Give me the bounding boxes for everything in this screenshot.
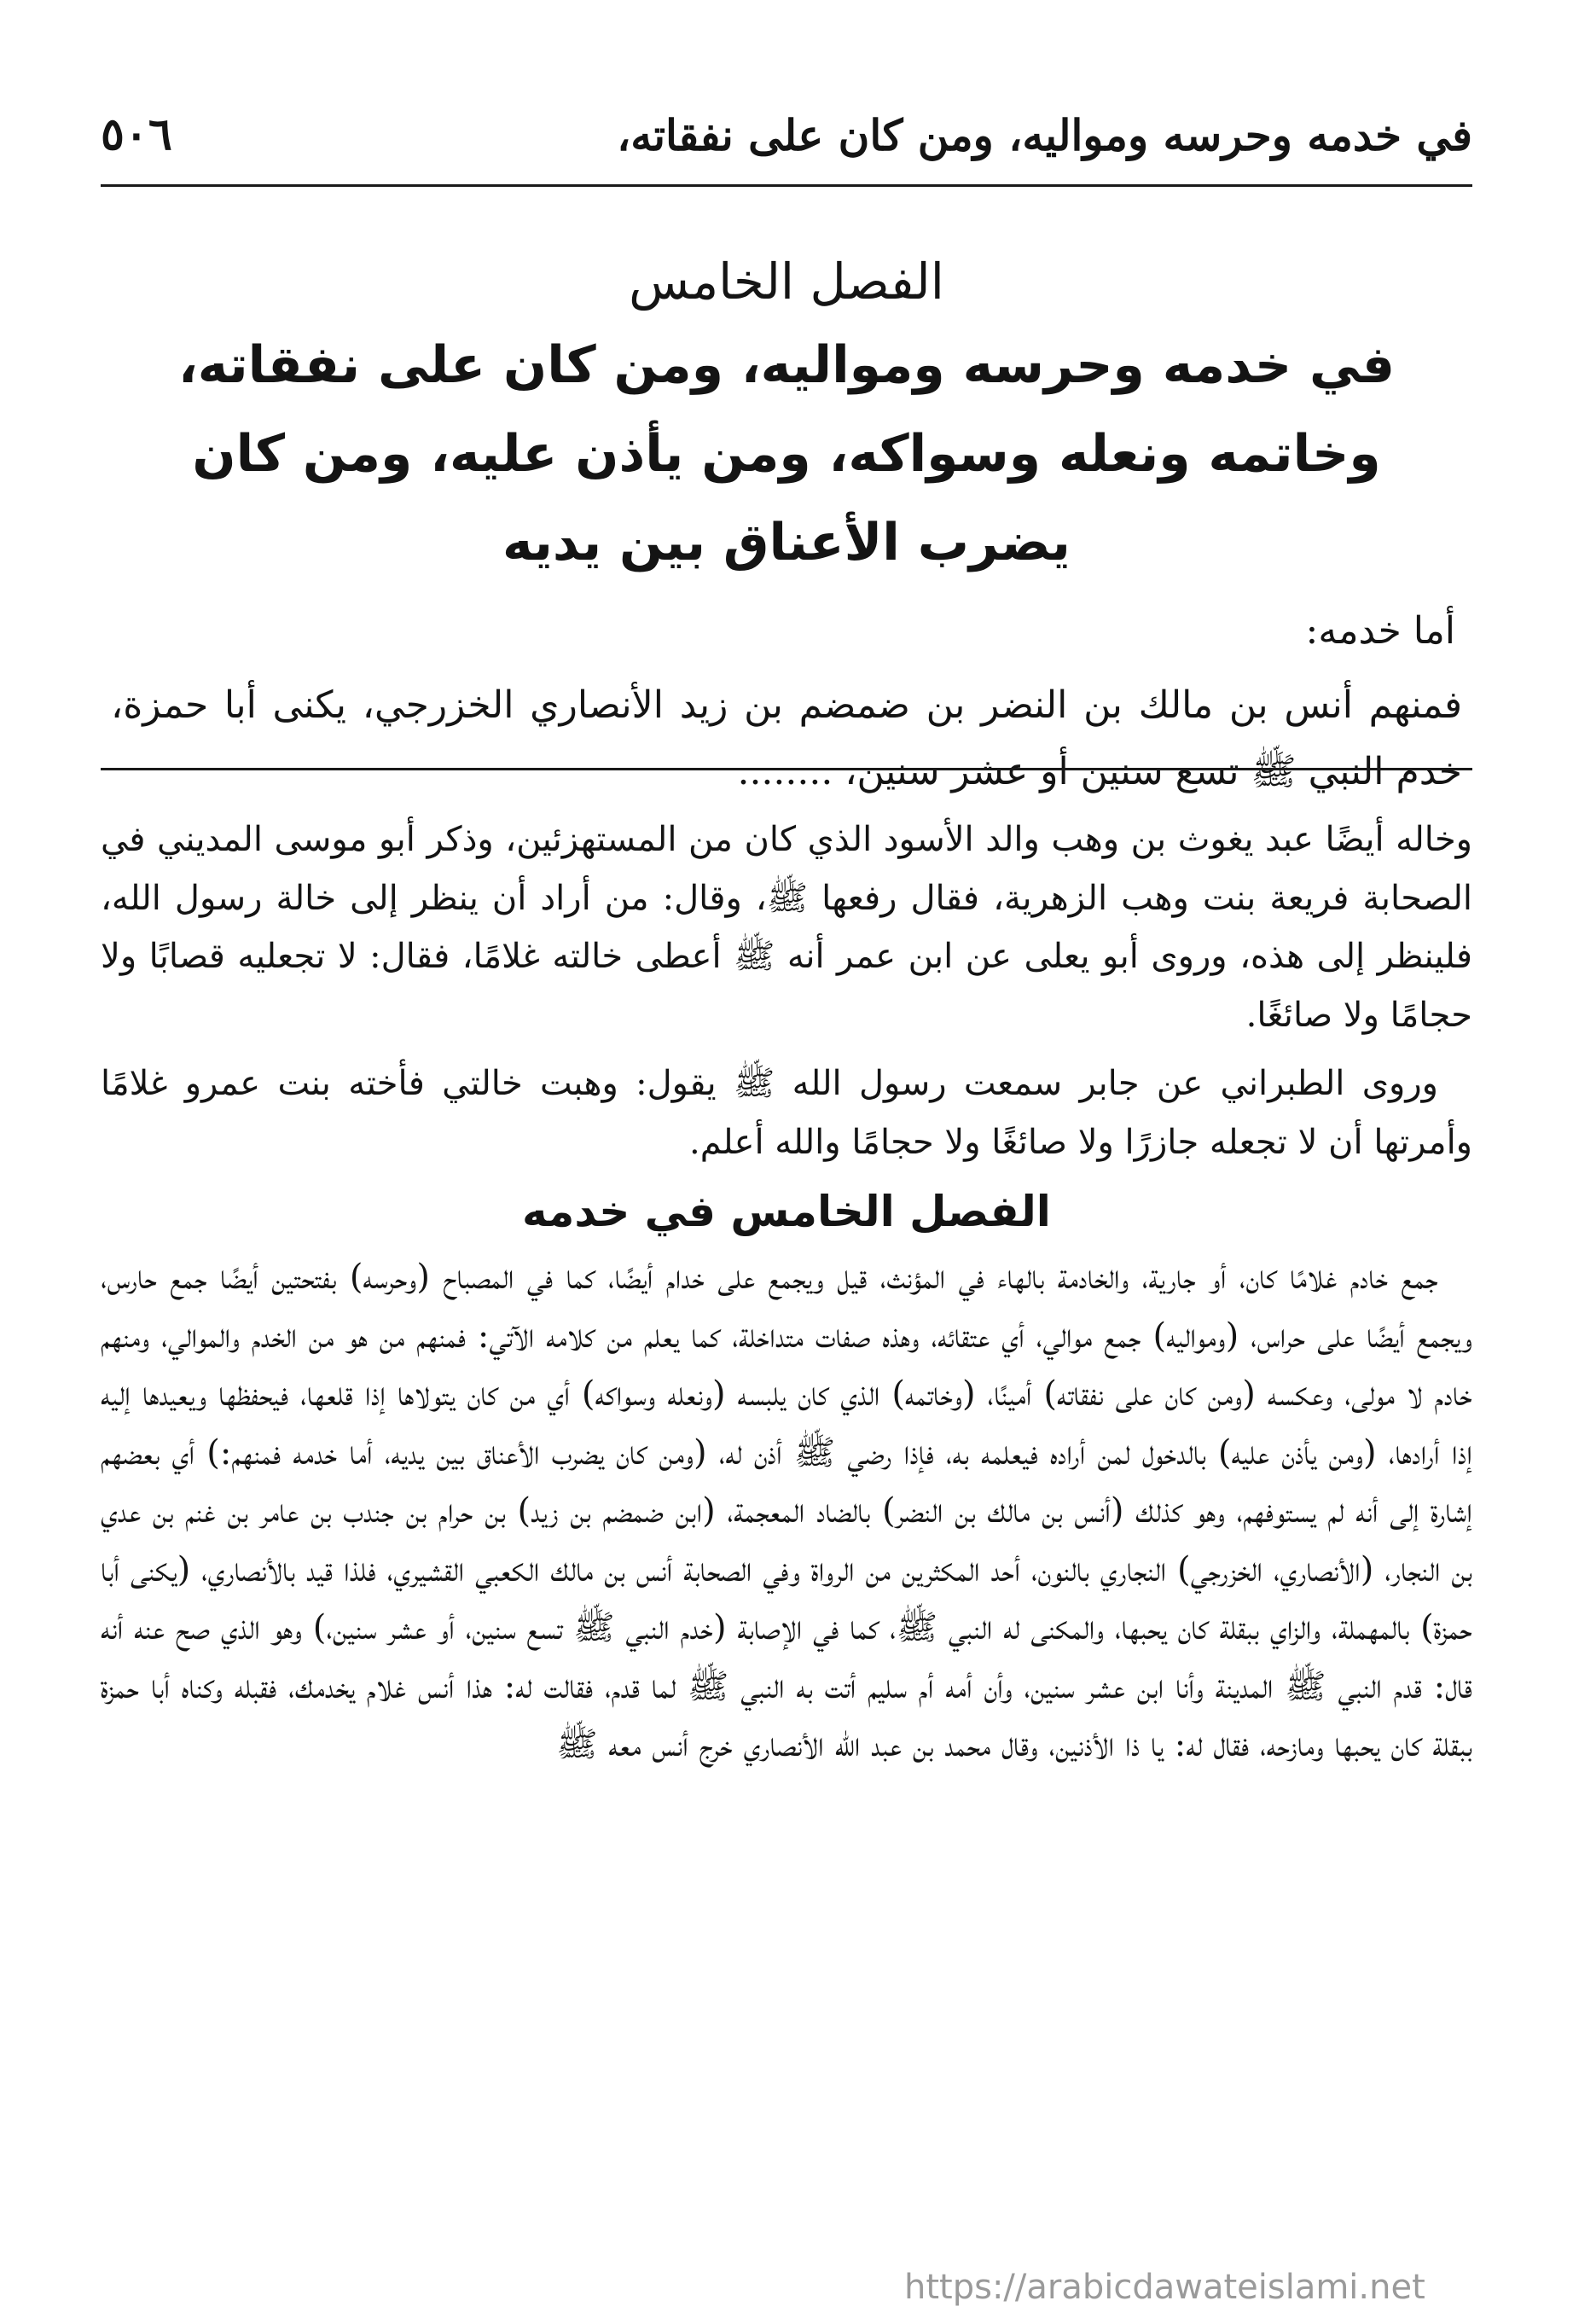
header-rule <box>101 184 1472 187</box>
matn-block <box>111 247 1462 805</box>
section-heading: الفصل الخامس في خدمه <box>522 1187 1051 1236</box>
matn-separator-rule <box>101 768 1472 770</box>
commentary-paragraph-3: جمع خادم غلامًا كان، أو جارية، والخادمة بالهاء في المؤنث، قيل ويجمع على خدام أيضًا، كما في المصباح (وحرسه) بفتحتين أيضًا جمع حارس، ويجمع أيضًا على حراس، (ومواليه) جمع موالي، أي عتقائه، وهذه صفات متداخلة، كما يعلم من كلامه الآتي: فمنهم من هو من الخدم والموالي، ومنهم خادم لا مولى، وعكسه (ومن كان على نفقاته) أمينًا، (وخاتمه) الذي كان يلبسه (ونعله وسواكه) أي من كان يتولاها إذا قلعها، فيحفظها ويعيدها إليه إذا أرادها، (ومن يأذن عليه) بالدخول لمن أراده فيعلمه به، فإذا رضي ﷺ أذن له، (ومن كان يضرب الأعناق بين يديه، أما خدمه فمنهم:) أي بعضهم إشارة إلى أنه لم يستوفهم، وهو كذلك (أنس بن مالك بن النضر) بالضاد المعجمة، (ابن ضمضم بن زيد) بن حرام بن جندب بن عامر بن غنم بن عدي بن النجار، (الأنصاري، الخزرجي) النجاري بالنون، أحد المكثرين من الرواة وفي الصحابة أنس بن مالك الكعبي القشيري، فلذا قيد بالأنصاري، (يكنى أبا حمزة) بالمهملة، والزاي ببقلة كان يحبها، والمكنى له النبي ﷺ، كما في الإصابة (خدم النبي ﷺ تسع سنين، أو عشر سنين،) وهو الذي صح عنه أنه قال: قدم النبي ﷺ المدينة وأنا ابن عشر سنين، وأن أمه أم سليم أتت به النبي ﷺ لما قدم، فقالت له: هذا أنس غلام يخدمك، فقبله وكناه أبا حمزة ببقلة كان يحبها ومازحه، فقال له: يا ذا الأذنين، وقال محمد بن عبد الله الأنصاري خرج أنس معه ﷺ <box>101 1258 1472 1764</box>
commentary-block <box>101 810 1472 1775</box>
matn-text: فمنهم أنس بن مالك بن النضر بن ضمضم بن زيد الأنصاري الخزرجي، يكنى أبا حمزة، خدم النبي ﷺ تسع سنين أو عشر سنين، ........ <box>111 683 1462 793</box>
commentary-paragraph-2: وروى الطبراني عن جابر سمعت رسول الله ﷺ يقول: وهبت خالتي فأخته بنت عمرو غلامًا وأمرتها أن لا تجعله جازرًا ولا صائغًا ولا حجامًا والله أعلم. <box>101 1064 1472 1162</box>
commentary-paragraph-1: وخاله أيضًا عبد يغوث بن وهب والد الأسود الذي كان من المستهزئين، وذكر أبو موسى المديني في الصحابة فريعة بنت وهب الزهرية، فقال رفعها ﷺ، وقال: من أراد أن ينظر إلى خالة رسول الله، فلينظر إلى هذه، وروى أبو يعلى عن ابن عمر أنه ﷺ أعطى خالته غلامًا، فقال: لا تجعليه قصابًا ولا حجامًا ولا صائغًا. <box>101 820 1472 1035</box>
page-number: ٥٠٦ <box>101 108 172 160</box>
chapter-title: في خدمه وحرسه ومواليه، ومن كان على نفقاته، وخاتمه ونعله وسواكه، ومن يأذن عليه، ومن كان يضرب الأعناق بين يديه <box>177 335 1396 572</box>
running-title: في خدمه وحرسه ومواليه، ومن كان على نفقاته، <box>617 110 1472 160</box>
running-head <box>101 101 1472 160</box>
watermark-url: https://arabicdawateislami.net <box>904 2268 1425 2307</box>
matn-subheading: أما خدمه: <box>1305 609 1455 653</box>
chapter-label: الفصل الخامس <box>629 253 944 311</box>
